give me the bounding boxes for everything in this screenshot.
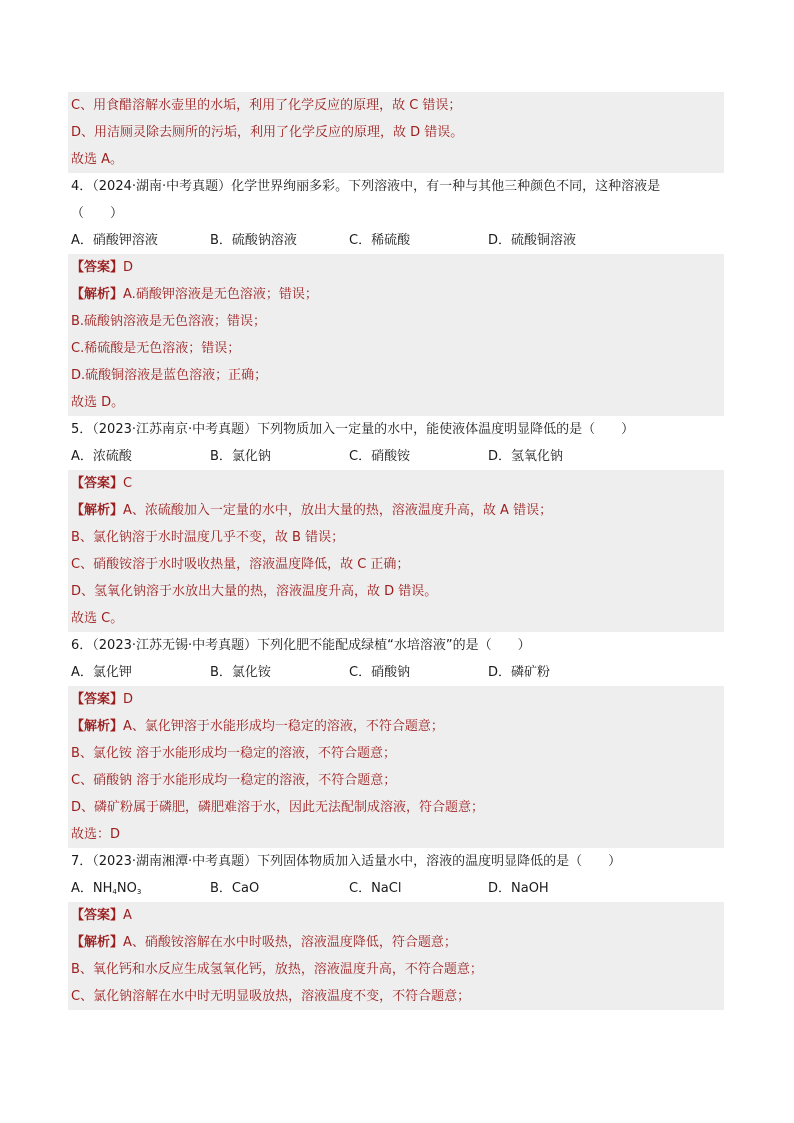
subscript: 4 [112, 888, 117, 896]
answer-tag: 【答案】 [71, 908, 124, 923]
option-a: A．硝酸钾溶液 [71, 233, 158, 248]
analysis-line [68, 497, 724, 524]
answer-value: D [123, 692, 134, 707]
analysis-line: D、磷矿粉属于磷肥，磷肥难溶于水，因此无法配制成溶液，符合题意； [68, 794, 724, 821]
document-page [68, 92, 724, 1010]
question-6-options [68, 659, 724, 686]
analysis-line: B、氯化铵 溶于水能形成均一稳定的溶液，不符合题意； [68, 740, 724, 767]
analysis-line: D、氢氧化钠溶于水放出大量的热，溶液温度升高，故 D 错误。 [68, 578, 724, 605]
option-b: B．CaO [210, 881, 260, 896]
option-d: D．NaOH [488, 881, 549, 896]
analysis-line: B、氧化钙和水反应生成氢氧化钙，放热，溶液温度升高，不符合题意； [68, 956, 724, 983]
question-7-stem: 7．（2023·湖南湘潭·中考真题）下列固体物质加入适量水中，溶液的温度明显降低的是（ ） [71, 854, 622, 869]
question-4-options [68, 227, 724, 254]
answer-tag: 【答案】 [71, 260, 124, 275]
option-a: A．浓硫酸 [71, 449, 132, 464]
answer-tag: 【答案】 [71, 692, 124, 707]
option-a-prefix: A．NH [71, 881, 113, 896]
analysis-tag: 【解析】 [71, 503, 124, 518]
analysis-tag: 【解析】 [71, 287, 124, 302]
option-d: D．磷矿粉 [488, 665, 551, 680]
analysis-text: A.硝酸钾溶液是无色溶液；错误； [123, 287, 318, 302]
option-b: B．氯化钠 [210, 449, 271, 464]
selection-line: 故选 D。 [68, 389, 724, 416]
option-a: A．氯化钾 [71, 665, 132, 680]
analysis-tag: 【解析】 [71, 719, 124, 734]
option-d: D．氢氧化钠 [488, 449, 564, 464]
question-4-stem-blank: （ ） [71, 206, 124, 221]
answer-tag: 【答案】 [71, 476, 124, 491]
option-c: C．NaCl [349, 881, 402, 896]
analysis-line: D.硫酸铜溶液是蓝色溶液；正确； [68, 362, 724, 389]
analysis-line: C、硝酸铵溶于水时吸收热量，溶液温度降低，故 C 正确； [68, 551, 724, 578]
option-d: D．硫酸铜溶液 [488, 233, 577, 248]
option-c: C．硝酸铵 [349, 449, 411, 464]
analysis-line: B、氯化钠溶于水时温度几乎不变，故 B 错误； [68, 524, 724, 551]
analysis-line: C、硝酸钠 溶于水能形成均一稳定的溶液，不符合题意； [68, 767, 724, 794]
analysis-line: B.硫酸钠溶液是无色溶液；错误； [68, 308, 724, 335]
answer-line [68, 686, 724, 713]
answer-line [68, 902, 724, 929]
analysis-line [68, 929, 724, 956]
answer-line [68, 254, 724, 281]
analysis-line [68, 281, 724, 308]
answer-value: C [123, 476, 133, 491]
analysis-line [68, 713, 724, 740]
selection-line: 故选 C。 [68, 605, 724, 632]
option-b: B．氯化铵 [210, 665, 271, 680]
question-5-options [68, 443, 724, 470]
analysis-line: C.稀硫酸是无色溶液；错误； [68, 335, 724, 362]
analysis-text: A、浓硫酸加入一定量的水中，放出大量的热，溶液温度升高，故 A 错误； [123, 503, 553, 518]
option-b: B．硫酸钠溶液 [210, 233, 297, 248]
answer-value: D [123, 260, 134, 275]
answer-value: A [123, 908, 132, 923]
analysis-text: A、氯化钾溶于水能形成均一稳定的溶液，不符合题意； [123, 719, 444, 734]
option-a [71, 875, 210, 902]
analysis-line: C、用食醋溶解水壶里的水垢，利用了化学反应的原理，故 C 错误； [68, 92, 724, 119]
analysis-tag: 【解析】 [71, 935, 124, 950]
analysis-line: C、氯化钠溶解在水中时无明显吸放热，溶液温度不变，不符合题意； [68, 983, 724, 1010]
option-a-mid: NO [116, 881, 137, 896]
analysis-line: D、用洁厕灵除去厕所的污垢，利用了化学反应的原理，故 D 错误。 [68, 119, 724, 146]
option-c: C．稀硫酸 [349, 233, 411, 248]
subscript: 3 [136, 888, 142, 896]
question-5-stem: 5．（2023·江苏南京·中考真题）下列物质加入一定量的水中，能使液体温度明显降低的是（ ） [71, 422, 635, 437]
question-6-stem: 6．（2023·江苏无锡·中考真题）下列化肥不能配成绿植“水培溶液”的是（ ） [71, 638, 531, 653]
analysis-text: A、硝酸铵溶解在水中时吸热，溶液温度降低，符合题意； [123, 935, 457, 950]
option-c: C．硝酸钠 [349, 665, 411, 680]
selection-line: 故选：D [68, 821, 724, 848]
question-4-stem: 4．（2024·湖南·中考真题）化学世界绚丽多彩。下列溶液中，有一种与其他三种颜色不同，这种溶液是 [71, 179, 661, 194]
selection-line: 故选 A。 [68, 146, 724, 173]
answer-line [68, 470, 724, 497]
question-7-options [68, 875, 724, 902]
